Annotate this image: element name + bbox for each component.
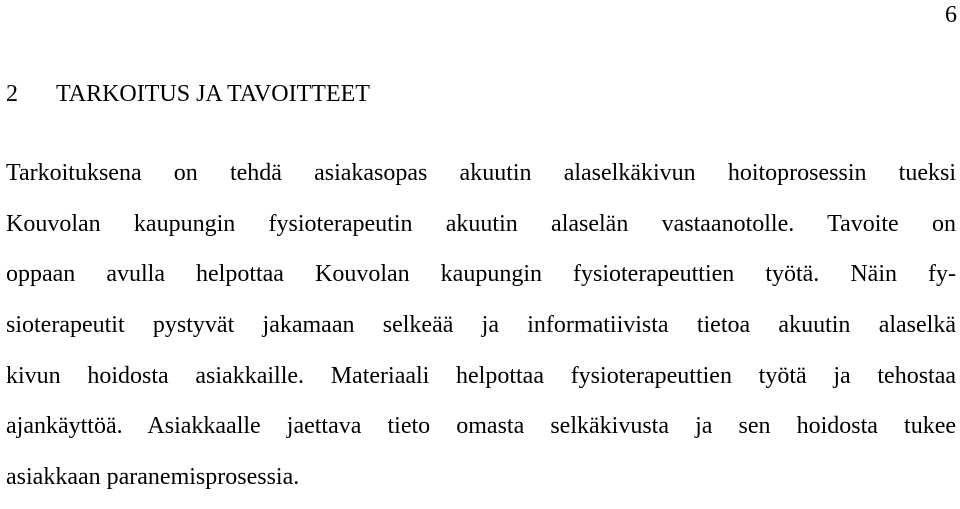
paragraph-line: ajankäyttöä. Asiakkaalle jaettava tieto omasta selkäkivusta ja sen hoidosta tukee bbox=[6, 413, 956, 440]
body-paragraph bbox=[6, 154, 956, 509]
paragraph-line: kivun hoidosta asiakkaille. Materiaali helpottaa fysioterapeuttien työtä ja tehostaa bbox=[6, 362, 956, 389]
paragraph-line: Tarkoituksena on tehdä asiakasopas akuutin alaselkäkivun hoitoprosessin tueksi bbox=[6, 160, 956, 186]
paragraph-line: Kouvolan kaupungin fysioterapeutin akuutin alaselän vastaanotolle. Tavoite on bbox=[6, 210, 956, 237]
paragraph-line: asiakkaan paranemisprosessia. bbox=[6, 464, 300, 491]
paragraph-line: oppaan avulla helpottaa Kouvolan kaupungin fysioterapeuttien työtä. Näin fy- bbox=[6, 261, 956, 288]
section-heading bbox=[6, 79, 370, 109]
page-number: 6 bbox=[945, 2, 957, 28]
paragraph-line: sioterapeutit pystyvät jakamaan selkeää ja informatiivista tietoa akuutin alaselkä bbox=[6, 312, 956, 339]
section-number: 2 bbox=[6, 81, 18, 107]
section-title: TARKOITUS JA TAVOITTEET bbox=[56, 81, 370, 107]
